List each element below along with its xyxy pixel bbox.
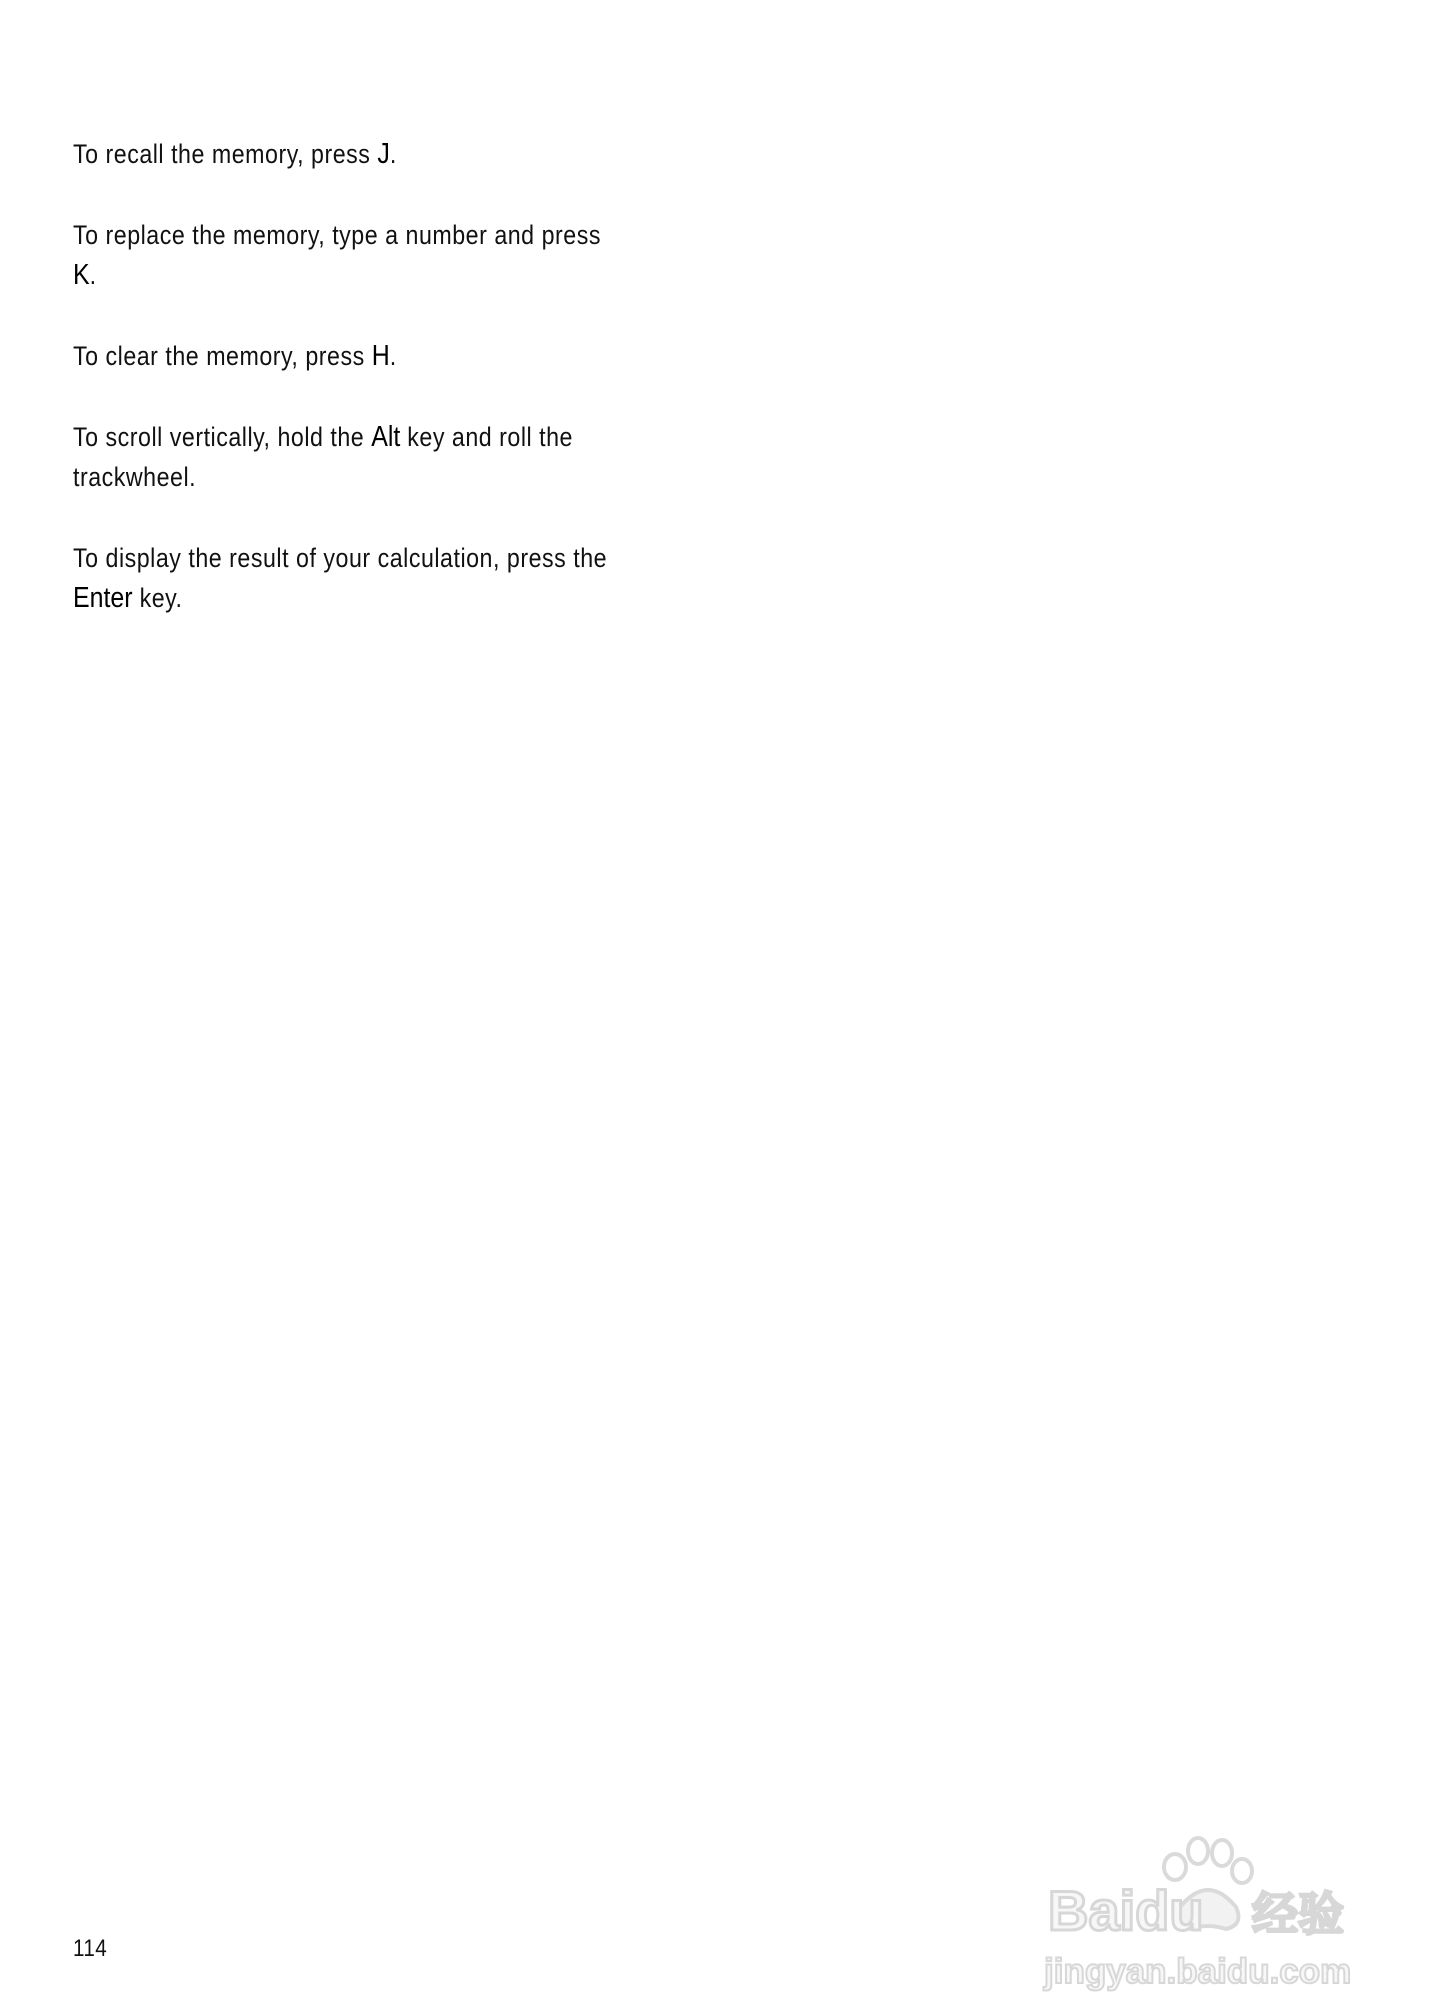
- paragraph-text: To scroll vertically, hold the: [73, 422, 372, 452]
- paragraph-text: key.: [132, 583, 183, 613]
- watermark-url: jingyan.baidu.com: [1044, 1952, 1352, 1991]
- paragraph-text: To clear the memory, press: [73, 341, 372, 371]
- baidu-jingyan-watermark: [1030, 1825, 1380, 2000]
- key-label-k: K: [73, 259, 90, 291]
- paragraph-text: .: [389, 139, 397, 169]
- paragraph-text: .: [89, 260, 97, 290]
- paragraph-text: To recall the memory, press: [73, 139, 378, 169]
- paragraph-text: .: [389, 341, 397, 371]
- paragraph-display-result: [73, 538, 713, 618]
- watermark-brand: Baidu: [1048, 1879, 1204, 1942]
- instructions-content: [73, 134, 713, 659]
- key-label-j: J: [377, 138, 390, 170]
- key-label-alt: Alt: [371, 421, 401, 453]
- watermark-chinese: 经验: [1252, 1887, 1344, 1941]
- paragraph-clear-memory: [73, 336, 713, 376]
- paragraph-text: trackwheel.: [73, 462, 197, 492]
- paragraph-text: key and roll the: [400, 422, 573, 452]
- paragraph-text: To display the result of your calculation, press the: [73, 543, 608, 573]
- paragraph-text: To replace the memory, type a number and press: [73, 220, 601, 250]
- key-label-h: H: [371, 340, 390, 372]
- page-number: 114: [73, 1935, 108, 1962]
- paragraph-replace-memory: [73, 215, 713, 295]
- key-label-enter: Enter: [73, 582, 133, 614]
- paragraph-scroll: [73, 417, 713, 497]
- paragraph-recall-memory: [73, 134, 713, 174]
